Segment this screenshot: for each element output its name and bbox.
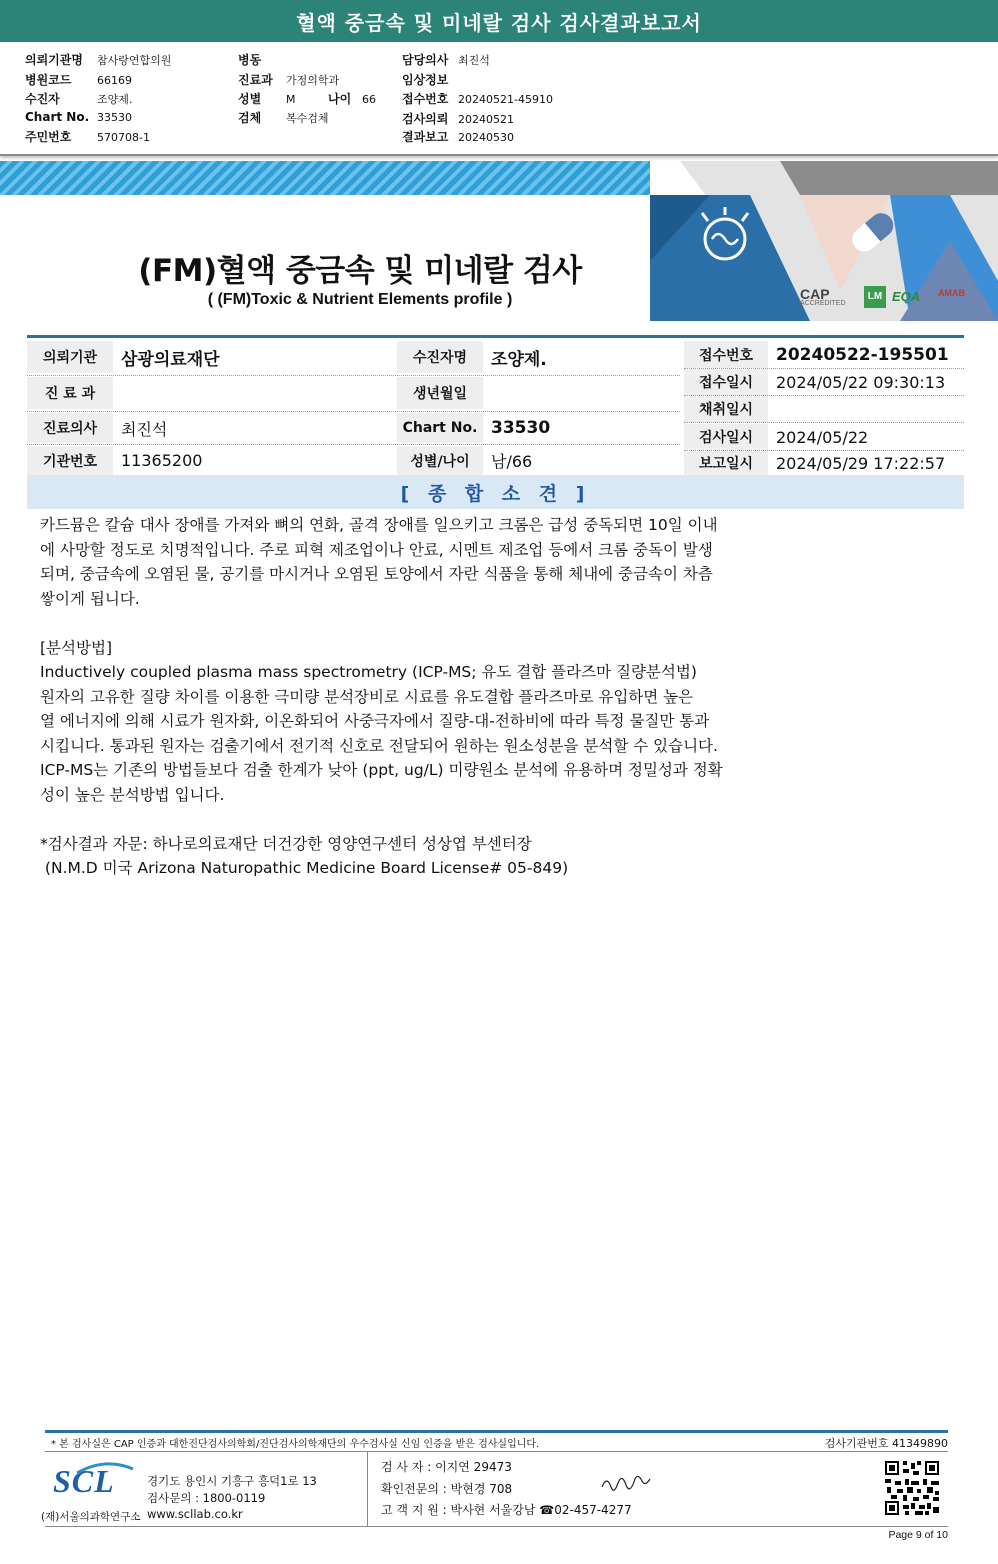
test-subtitle: ( (FM)Toxic & Nutrient Elements profile ) xyxy=(207,291,513,308)
tester: 검 사 자 : 이지연 29473 xyxy=(381,1460,512,1474)
certification-note: * 본 검사실은 CAP 인증과 대한진단검사의학회/진단검사의학재단의 우수검사실 신임 인증을 받은 검사실입니다. xyxy=(51,1439,540,1450)
patient-info-table xyxy=(27,335,680,472)
value-report-time: 2024/05/29 17:22:57 xyxy=(776,453,946,473)
footer xyxy=(41,1430,948,1542)
value-collect-time xyxy=(768,396,964,422)
summary-line: *검사결과 자문: 하나로의료재단 더건강한 영양연구센터 성상엽 부센터장 xyxy=(40,834,532,853)
summary-line: 카드뮴은 칼슘 대사 장애를 가져와 뼈의 연화, 골격 장애를 일으키고 크롬은 급성 중독되면 10일 이내 xyxy=(40,516,718,534)
value-doctor: 최진석 xyxy=(121,419,168,439)
report-title: 혈액 중금속 및 미네랄 검사 검사결과보고서 xyxy=(0,0,998,42)
value-institution-no: 11365200 xyxy=(121,451,203,470)
receipt-info-table xyxy=(680,335,964,472)
label-report-time: 보고일시 xyxy=(684,451,768,475)
test-title: (FM)혈액 중금속 및 미네랄 검사 xyxy=(138,253,582,289)
value-institution: 삼광의료재단 xyxy=(121,349,220,370)
summary-line: (N.M.D 미국 Arizona Naturopathic Medicine Board License# 05-849) xyxy=(40,859,569,877)
summary-line: 시킵니다. 통과된 원자는 검출기에서 전기적 신호로 전달되어 원하는 원소성분을 분석할 수 있습니다. xyxy=(40,736,718,755)
summary-line: 되며, 중금속에 오염된 물, 공기를 마시거나 오염된 토양에서 자란 식품을 통해 체내에 중금속이 차츰 xyxy=(40,565,713,583)
label-receipt-time: 접수일시 xyxy=(684,369,768,395)
value-receipt-time: 2024/05/22 09:30:13 xyxy=(776,372,946,392)
top-info-specimen: 검체 복수검체 xyxy=(238,111,329,125)
label-sex-age: 성별/나이 xyxy=(397,446,483,475)
label-doctor: 진료의사 xyxy=(27,413,113,443)
value-patient-name: 조양제. xyxy=(491,349,547,370)
summary-line: ICP-MS는 기존의 방법들보다 검출 한계가 낮아 (ppt, ug/L) 미량원소 분석에 유용하며 정밀성과 정확 xyxy=(40,761,723,779)
summary-body xyxy=(40,513,780,881)
scl-logo-swoosh xyxy=(75,1461,135,1475)
website-link[interactable]: www.scllab.co.kr xyxy=(147,1507,243,1521)
label-chart-no: Chart No. xyxy=(397,413,483,443)
eqa-logo: EQA xyxy=(892,289,921,304)
top-info-department: 진료과 가정의학과 xyxy=(238,73,340,87)
scl-logo: SCL xyxy=(53,1463,115,1499)
label-birthdate: 생년월일 xyxy=(397,377,483,409)
amab-logo: AMAB xyxy=(938,288,965,298)
summary-line: 성이 높은 분석방법 입니다. xyxy=(40,785,225,804)
top-info-ward: 병동 xyxy=(238,53,262,67)
qr-code-icon xyxy=(883,1459,941,1517)
value-receipt-no: 20240522-195501 xyxy=(776,344,949,365)
top-info-doctor: 담당의사 최진석 xyxy=(402,53,490,67)
summary-line xyxy=(40,807,780,832)
top-info-hospital-code: 병원코드 66169 xyxy=(25,73,132,87)
cap-logo: CAP xyxy=(800,286,830,302)
summary-line: 원자의 고유한 질량 차이를 이용한 극미량 분석장비로 시료를 유도결합 플라즈마로 유입하면 높은 xyxy=(40,687,694,706)
signature xyxy=(600,1473,652,1495)
summary-line: [분석방법] xyxy=(40,638,112,657)
footer-divider xyxy=(367,1451,368,1527)
inquiry-phone: 검사문의 : 1800-0119 xyxy=(147,1491,266,1505)
label-test-time: 검사일시 xyxy=(684,424,768,450)
label-department: 진 료 과 xyxy=(27,377,113,409)
page-number: Page 9 of 10 xyxy=(888,1529,948,1541)
top-info-patient: 수진자 조양제. xyxy=(25,92,133,106)
summary-line xyxy=(40,611,780,636)
top-info-report-date: 결과보고 20240530 xyxy=(402,130,514,144)
cap-logo-sub: ACCREDITED xyxy=(800,300,846,307)
confirming-specialist: 확인전문의 : 박현경 708 xyxy=(381,1482,513,1496)
customer-support: 고 객 지 원 : 박사현 서울강남 ☎02-457-4277 xyxy=(381,1503,632,1517)
lab-number: 검사기관번호 41349890 xyxy=(824,1437,948,1450)
top-info-chart-no: Chart No. 33530 xyxy=(25,110,132,124)
label-institution: 의뢰기관 xyxy=(27,341,113,373)
label-collect-time: 채취일시 xyxy=(684,396,768,422)
top-info-receipt-no: 접수번호 20240521-45910 xyxy=(402,92,553,106)
value-birthdate xyxy=(483,377,680,409)
value-test-time: 2024/05/22 xyxy=(776,427,869,447)
summary-line: 열 에너지에 의해 시료가 원자화, 이온화되어 사중극자에서 질량-대-전하비에 따라 특정 물질만 통과 xyxy=(40,712,710,730)
label-institution-no: 기관번호 xyxy=(27,446,113,475)
value-department xyxy=(113,377,397,409)
summary-line: 쌓이게 됩니다. xyxy=(40,589,140,608)
lm-logo: LM xyxy=(864,286,886,308)
top-info-clinical: 임상정보 xyxy=(402,73,449,87)
value-sex-age: 남/66 xyxy=(491,452,533,471)
summary-header: [ 종 합 소 견 ] xyxy=(27,475,964,509)
org-name: (재)서울의과학연구소 xyxy=(41,1511,141,1523)
top-info-age: 나이 66 xyxy=(328,92,376,106)
summary-line: Inductively coupled plasma mass spectrometry (ICP-MS; 유도 결합 플라즈마 질량분석법) xyxy=(40,663,697,681)
value-chart-no: 33530 xyxy=(491,418,551,438)
top-info-sex: 성별 M xyxy=(238,92,296,106)
label-receipt-no: 접수번호 xyxy=(684,341,768,368)
top-info-request-date: 검사의뢰 20240521 xyxy=(402,112,514,126)
banner-stripes xyxy=(0,161,680,195)
address: 경기도 용인시 기흥구 흥덕1로 13 xyxy=(147,1474,317,1488)
summary-line: 에 사망할 정도로 치명적입니다. 주로 피혁 제조업이나 안료, 시멘트 제조업 등에서 크롬 중독이 발생 xyxy=(40,540,713,559)
top-info-hospital: 의뢰기관명 참사랑연합의원 xyxy=(25,53,172,67)
label-patient-name: 수진자명 xyxy=(397,341,483,373)
top-info-block xyxy=(0,42,998,156)
top-info-resident-no: 주민번호 570708-1 xyxy=(25,130,150,144)
